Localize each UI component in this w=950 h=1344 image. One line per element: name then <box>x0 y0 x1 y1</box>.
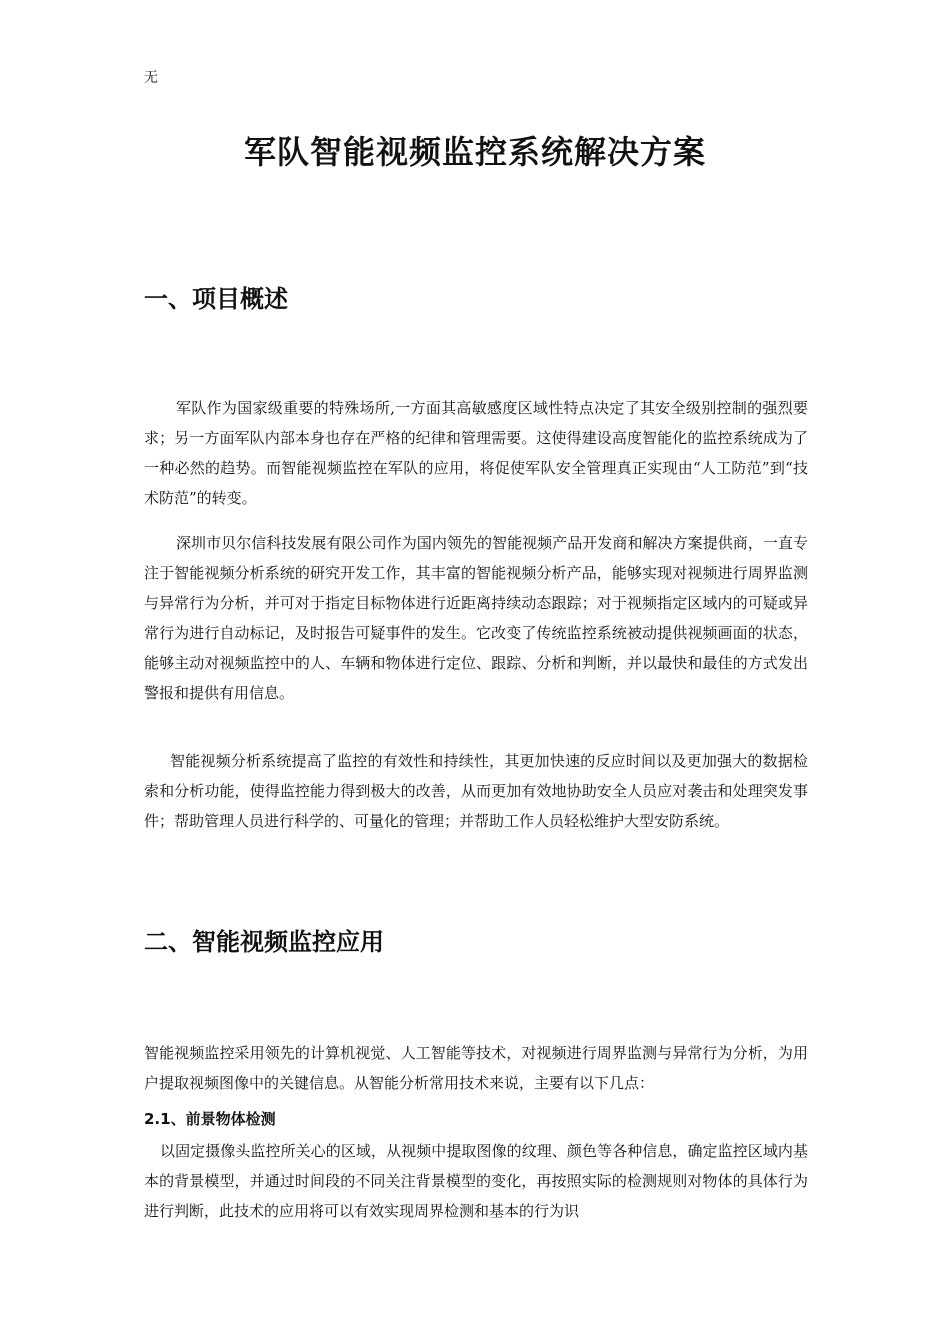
paragraph-overview-3: 智能视频分析系统提高了监控的有效性和持续性，其更加快速的反应时间以及更加强大的数据检索和分析功能，使得监控能力得到极大的改善，从而更加有效地协助安全人员应对袭击和处理突发事件；帮助管理人员进行科学的、可量化的管理；并帮助工作人员轻松维护大型安防系统。 <box>144 752 808 830</box>
section-heading-application: 二、智能视频监控应用 <box>144 928 384 956</box>
paragraph-overview-1: 军队作为国家级重要的特殊场所,一方面其高敏感度区域性特点决定了其安全级别控制的强烈要求；另一方面军队内部本身也存在严格的纪律和管理需要。这使得建设高度智能化的监控系统成为了一种必然的趋势。而智能视频监控在军队的应用，将促使军队安全管理真正实现由“人工防范”到“技术防范”的转变。 <box>144 399 808 507</box>
document-title: 军队智能视频监控系统解决方案 <box>243 133 706 171</box>
paragraph-foreground-detection: 以固定摄像头监控所关心的区域，从视频中提取图像的纹理、颜色等各种信息，确定监控区域内基本的背景模型，并通过时间段的不同关注背景模型的变化，再按照实际的检测规则对物体的具体行为进行判断，此技术的应用将可以有效实现周界检测和基本的行为识 <box>144 1142 808 1220</box>
paragraph-overview-2: 深圳市贝尔信科技发展有限公司作为国内领先的智能视频产品开发商和解决方案提供商，一直专注于智能视频分析系统的研究开发工作，其丰富的智能视频分析产品，能够实现对视频进行周界监测与异常行为分析，并可对于指定目标物体进行近距离持续动态跟踪；对于视频指定区域内的可疑或异常行为进行自动标记，及时报告可疑事件的发生。它改变了传统监控系统被动提供视频画面的状态，能够主动对视频监控中的人、车辆和物体进行定位、跟踪、分析和判断，并以最快和最佳的方式发出警报和提供有用信息。 <box>144 534 808 702</box>
section-heading-overview: 一、项目概述 <box>144 285 288 313</box>
subsection-heading-foreground-detection: 2.1、前景物体检测 <box>144 1110 276 1128</box>
header-note: 无 <box>144 70 158 86</box>
paragraph-application-1: 智能视频监控采用领先的计算机视觉、人工智能等技术，对视频进行周界监测与异常行为分析，为用户提取视频图像中的关键信息。从智能分析常用技术来说，主要有以下几点： <box>144 1044 808 1092</box>
